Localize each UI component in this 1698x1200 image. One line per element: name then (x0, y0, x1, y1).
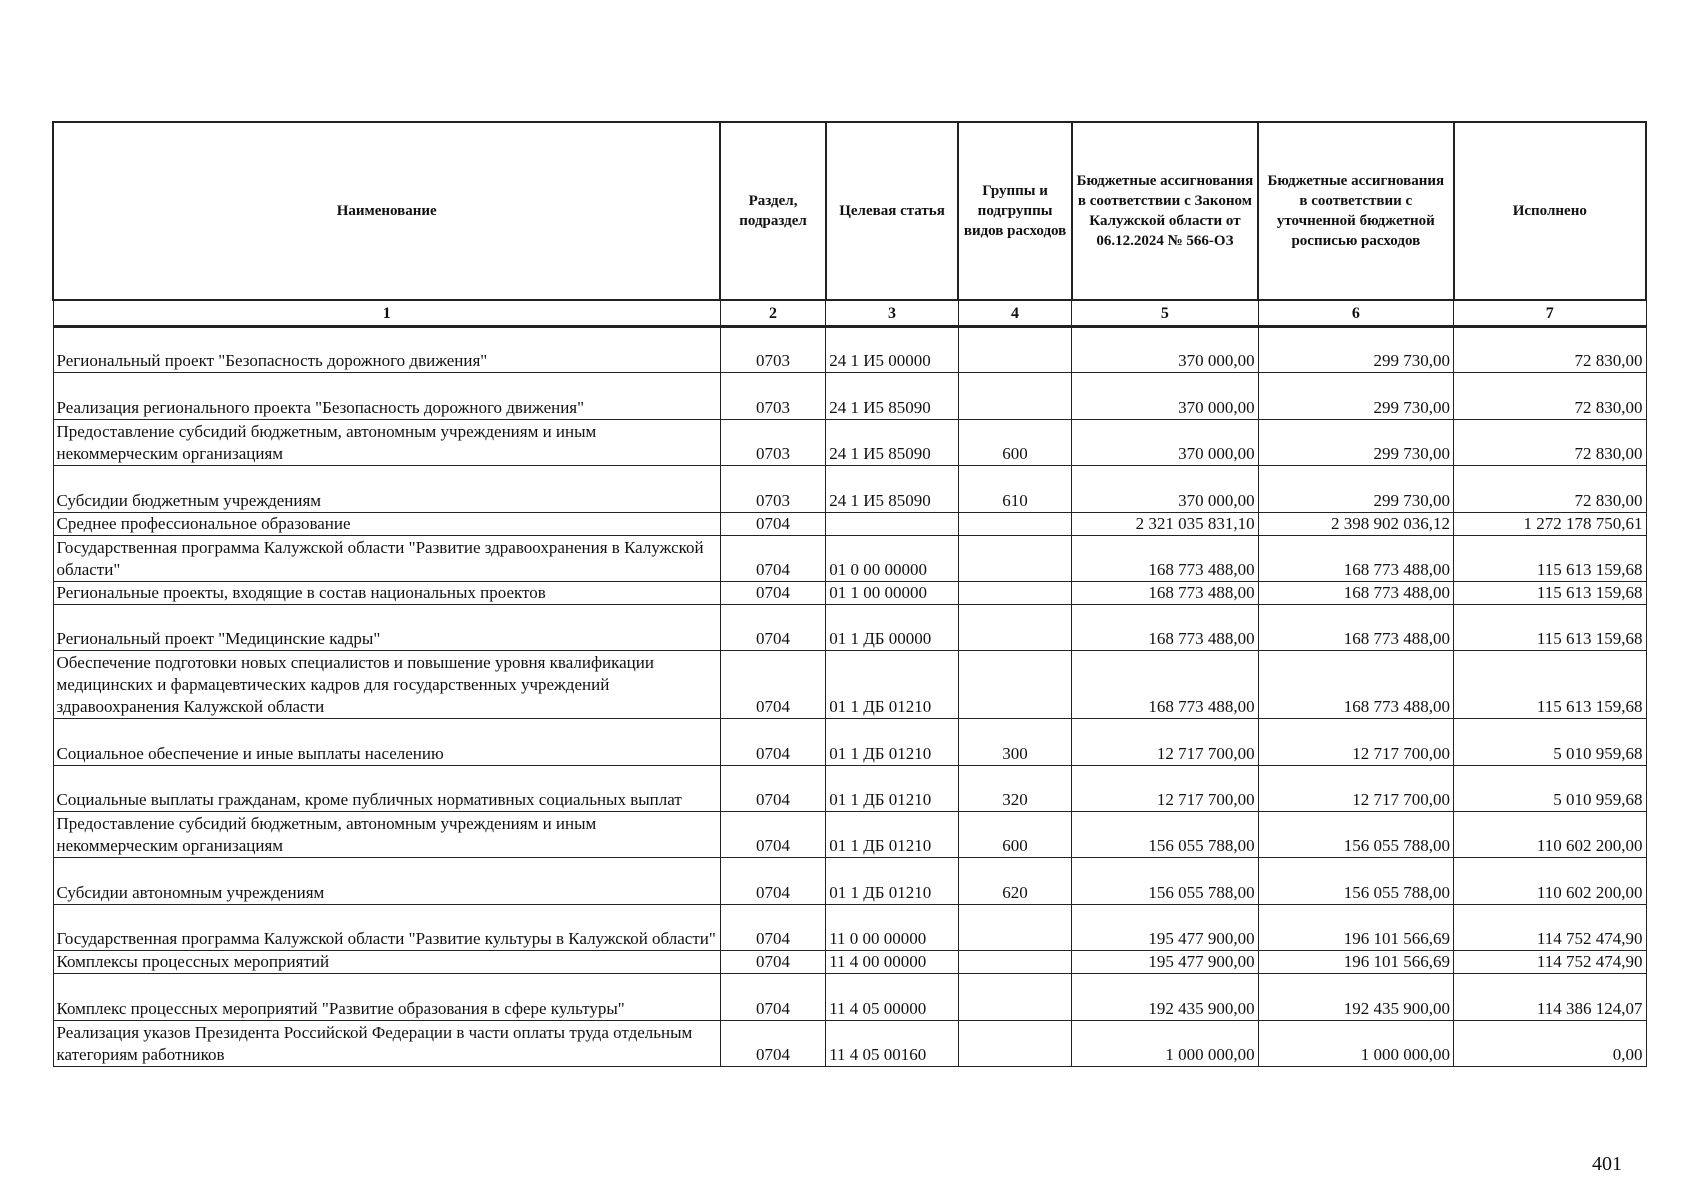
table-row (53, 605, 1646, 651)
row-section: 0704 (720, 1021, 825, 1067)
row-name: Обеспечение подготовки новых специалистов и повышение уровня квалификации медицинских и фармацевтических кадров для государственных учреждений здравоохранения Калужской области (53, 651, 720, 719)
column-number: 5 (1072, 300, 1258, 327)
table-row (53, 858, 1646, 905)
row-expense-group (958, 951, 1071, 974)
row-refined-amount: 156 055 788,00 (1258, 812, 1453, 858)
table-row (53, 766, 1646, 812)
row-refined-amount: 196 101 566,69 (1258, 905, 1453, 951)
page-number: 401 (1592, 1153, 1622, 1175)
row-section: 0703 (720, 327, 825, 373)
row-section: 0703 (720, 373, 825, 420)
row-expense-group (958, 373, 1071, 420)
row-target-article (826, 513, 959, 536)
row-refined-amount: 299 730,00 (1258, 327, 1453, 373)
row-executed-amount: 1 272 178 750,61 (1454, 513, 1646, 536)
row-target-article: 24 1 И5 85090 (826, 420, 959, 466)
budget-table (52, 121, 1647, 1067)
row-target-article: 11 0 00 00000 (826, 905, 959, 951)
row-executed-amount: 5 010 959,68 (1454, 766, 1646, 812)
column-number: 2 (720, 300, 825, 327)
table-row (53, 513, 1646, 536)
column-number-row (53, 300, 1646, 327)
row-expense-group: 600 (958, 812, 1071, 858)
row-law-amount: 156 055 788,00 (1072, 812, 1258, 858)
row-law-amount: 370 000,00 (1072, 466, 1258, 513)
row-law-amount: 370 000,00 (1072, 420, 1258, 466)
table-row (53, 582, 1646, 605)
row-expense-group: 300 (958, 719, 1071, 766)
row-name: Социальное обеспечение и иные выплаты населению (53, 719, 720, 766)
header-row (53, 122, 1646, 300)
row-law-amount: 168 773 488,00 (1072, 582, 1258, 605)
row-law-amount: 370 000,00 (1072, 327, 1258, 373)
row-section: 0704 (720, 536, 825, 582)
row-executed-amount: 72 830,00 (1454, 327, 1646, 373)
row-executed-amount: 72 830,00 (1454, 373, 1646, 420)
header-executed: Исполнено (1454, 122, 1646, 300)
table-row (53, 327, 1646, 373)
row-expense-group (958, 536, 1071, 582)
row-name: Региональный проект "Медицинские кадры" (53, 605, 720, 651)
table-row (53, 466, 1646, 513)
row-section: 0704 (720, 951, 825, 974)
row-target-article: 11 4 00 00000 (826, 951, 959, 974)
row-name: Предоставление субсидий бюджетным, автономным учреждениям и иным некоммерческим организациям (53, 420, 720, 466)
row-name: Социальные выплаты гражданам, кроме публичных нормативных социальных выплат (53, 766, 720, 812)
row-section: 0704 (720, 582, 825, 605)
row-law-amount: 370 000,00 (1072, 373, 1258, 420)
row-law-amount: 12 717 700,00 (1072, 766, 1258, 812)
row-refined-amount: 299 730,00 (1258, 420, 1453, 466)
row-expense-group (958, 582, 1071, 605)
row-name: Предоставление субсидий бюджетным, автономным учреждениям и иным некоммерческим организациям (53, 812, 720, 858)
row-executed-amount: 115 613 159,68 (1454, 651, 1646, 719)
row-expense-group (958, 974, 1071, 1021)
row-executed-amount: 110 602 200,00 (1454, 812, 1646, 858)
row-executed-amount: 110 602 200,00 (1454, 858, 1646, 905)
row-target-article: 01 1 ДБ 01210 (826, 719, 959, 766)
row-expense-group: 320 (958, 766, 1071, 812)
row-expense-group (958, 513, 1071, 536)
table-row (53, 651, 1646, 719)
row-name: Среднее профессиональное образование (53, 513, 720, 536)
row-expense-group (958, 605, 1071, 651)
row-law-amount: 1 000 000,00 (1072, 1021, 1258, 1067)
row-target-article: 01 1 ДБ 01210 (826, 858, 959, 905)
row-refined-amount: 12 717 700,00 (1258, 719, 1453, 766)
row-refined-amount: 12 717 700,00 (1258, 766, 1453, 812)
row-executed-amount: 114 752 474,90 (1454, 905, 1646, 951)
row-target-article: 01 0 00 00000 (826, 536, 959, 582)
column-number: 1 (53, 300, 720, 327)
row-name: Региональный проект "Безопасность дорожного движения" (53, 327, 720, 373)
row-name: Государственная программа Калужской области "Развитие культуры в Калужской области" (53, 905, 720, 951)
row-expense-group (958, 905, 1071, 951)
row-target-article: 01 1 ДБ 01210 (826, 812, 959, 858)
row-target-article: 01 1 ДБ 01210 (826, 651, 959, 719)
row-section: 0704 (720, 905, 825, 951)
row-refined-amount: 299 730,00 (1258, 466, 1453, 513)
row-refined-amount: 168 773 488,00 (1258, 651, 1453, 719)
header-groups: Группы и подгруппы видов расходов (958, 122, 1071, 300)
table-row (53, 951, 1646, 974)
table-row (53, 812, 1646, 858)
row-expense-group: 620 (958, 858, 1071, 905)
row-refined-amount: 168 773 488,00 (1258, 582, 1453, 605)
table-row (53, 420, 1646, 466)
row-section: 0704 (720, 605, 825, 651)
row-refined-amount: 1 000 000,00 (1258, 1021, 1453, 1067)
row-target-article: 11 4 05 00000 (826, 974, 959, 1021)
row-law-amount: 12 717 700,00 (1072, 719, 1258, 766)
row-refined-amount: 196 101 566,69 (1258, 951, 1453, 974)
row-name: Комплексы процессных мероприятий (53, 951, 720, 974)
row-law-amount: 168 773 488,00 (1072, 536, 1258, 582)
row-executed-amount: 115 613 159,68 (1454, 605, 1646, 651)
row-executed-amount: 5 010 959,68 (1454, 719, 1646, 766)
row-executed-amount: 115 613 159,68 (1454, 536, 1646, 582)
row-section: 0703 (720, 466, 825, 513)
row-name: Субсидии бюджетным учреждениям (53, 466, 720, 513)
row-law-amount: 195 477 900,00 (1072, 951, 1258, 974)
row-target-article: 24 1 И5 85090 (826, 466, 959, 513)
row-executed-amount: 115 613 159,68 (1454, 582, 1646, 605)
budget-table-body (53, 327, 1646, 1067)
row-law-amount: 168 773 488,00 (1072, 651, 1258, 719)
row-name: Реализация указов Президента Российской Федерации в части оплаты труда отдельным категориям работников (53, 1021, 720, 1067)
row-executed-amount: 72 830,00 (1454, 466, 1646, 513)
row-section: 0703 (720, 420, 825, 466)
row-law-amount: 2 321 035 831,10 (1072, 513, 1258, 536)
row-refined-amount: 168 773 488,00 (1258, 605, 1453, 651)
table-row (53, 974, 1646, 1021)
row-name: Комплекс процессных мероприятий "Развитие образования в сфере культуры" (53, 974, 720, 1021)
row-expense-group: 610 (958, 466, 1071, 513)
table-row (53, 1021, 1646, 1067)
row-name: Реализация регионального проекта "Безопасность дорожного движения" (53, 373, 720, 420)
table-row (53, 905, 1646, 951)
table-row (53, 536, 1646, 582)
header-name: Наименование (53, 122, 720, 300)
column-number: 4 (958, 300, 1071, 327)
row-section: 0704 (720, 858, 825, 905)
row-law-amount: 168 773 488,00 (1072, 605, 1258, 651)
column-number: 3 (826, 300, 959, 327)
table-row (53, 719, 1646, 766)
row-refined-amount: 2 398 902 036,12 (1258, 513, 1453, 536)
header-refined-allocations: Бюджетные ассигнования в соответствии с уточненной бюджетной росписью расходов (1258, 122, 1453, 300)
column-number: 7 (1454, 300, 1646, 327)
header-law-allocations: Бюджетные ассигнования в соответствии с Законом Калужской области от 06.12.2024 № 566-ОЗ (1072, 122, 1258, 300)
row-section: 0704 (720, 719, 825, 766)
row-expense-group (958, 327, 1071, 373)
row-target-article: 24 1 И5 00000 (826, 327, 959, 373)
row-expense-group: 600 (958, 420, 1071, 466)
row-refined-amount: 299 730,00 (1258, 373, 1453, 420)
row-name: Региональные проекты, входящие в состав национальных проектов (53, 582, 720, 605)
row-law-amount: 156 055 788,00 (1072, 858, 1258, 905)
row-section: 0704 (720, 651, 825, 719)
row-section: 0704 (720, 513, 825, 536)
row-refined-amount: 168 773 488,00 (1258, 536, 1453, 582)
row-law-amount: 195 477 900,00 (1072, 905, 1258, 951)
row-target-article: 24 1 И5 85090 (826, 373, 959, 420)
header-section: Раздел, подраздел (720, 122, 825, 300)
row-target-article: 11 4 05 00160 (826, 1021, 959, 1067)
column-number: 6 (1258, 300, 1453, 327)
row-section: 0704 (720, 974, 825, 1021)
row-target-article: 01 1 ДБ 01210 (826, 766, 959, 812)
budget-sheet (52, 121, 1647, 1067)
row-law-amount: 192 435 900,00 (1072, 974, 1258, 1021)
row-target-article: 01 1 ДБ 00000 (826, 605, 959, 651)
row-section: 0704 (720, 812, 825, 858)
row-executed-amount: 114 386 124,07 (1454, 974, 1646, 1021)
row-executed-amount: 0,00 (1454, 1021, 1646, 1067)
row-refined-amount: 156 055 788,00 (1258, 858, 1453, 905)
header-target: Целевая статья (826, 122, 959, 300)
row-executed-amount: 72 830,00 (1454, 420, 1646, 466)
table-row (53, 373, 1646, 420)
row-name: Субсидии автономным учреждениям (53, 858, 720, 905)
row-expense-group (958, 651, 1071, 719)
row-name: Государственная программа Калужской области "Развитие здравоохранения в Калужской области" (53, 536, 720, 582)
row-section: 0704 (720, 766, 825, 812)
row-refined-amount: 192 435 900,00 (1258, 974, 1453, 1021)
row-expense-group (958, 1021, 1071, 1067)
row-target-article: 01 1 00 00000 (826, 582, 959, 605)
row-executed-amount: 114 752 474,90 (1454, 951, 1646, 974)
